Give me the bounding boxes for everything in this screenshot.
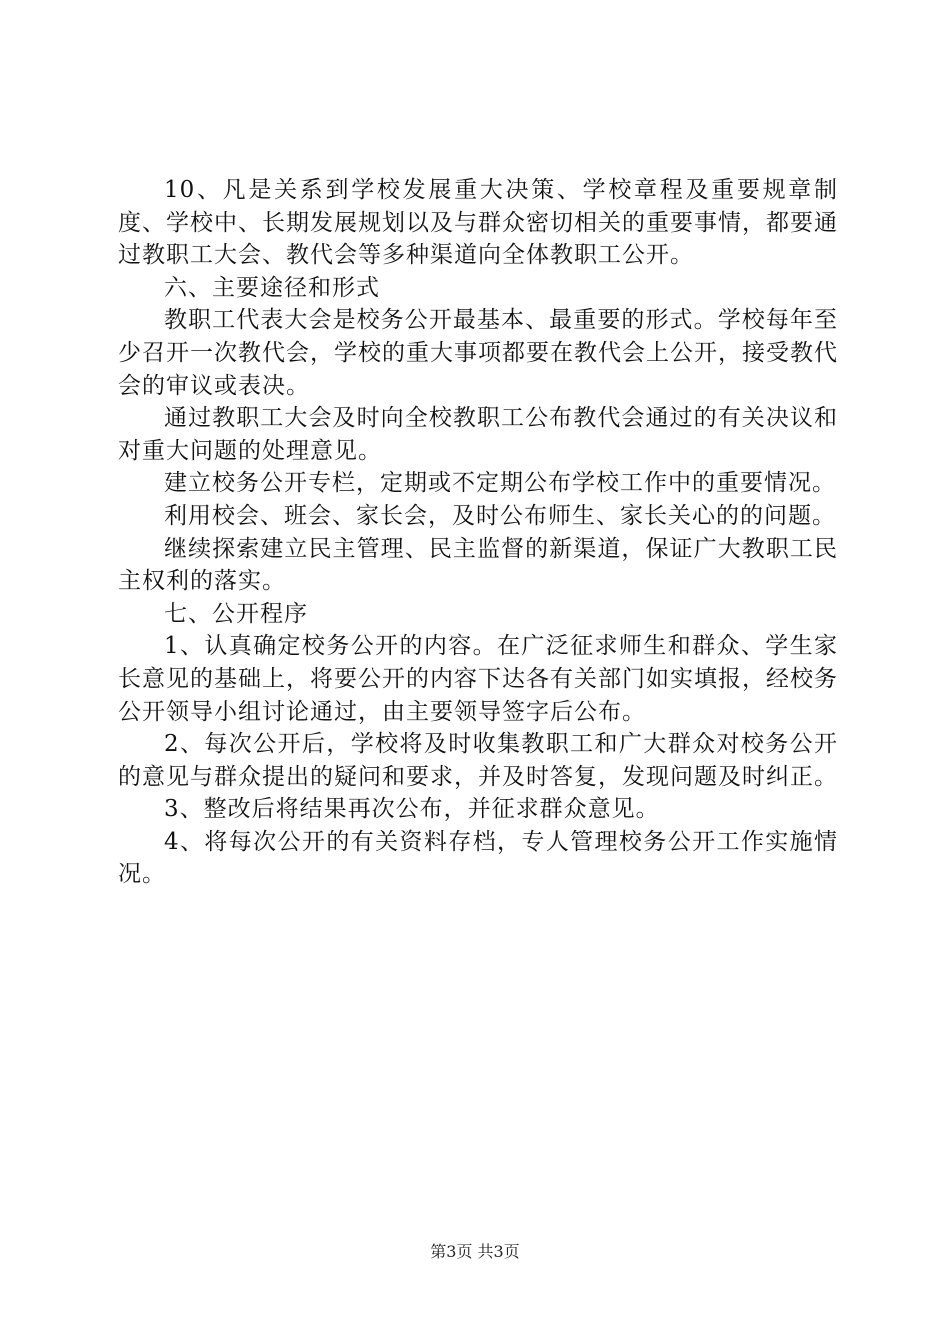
section-heading-six: 六、主要途径和形式 <box>164 274 380 301</box>
paragraph-meetings: 利用校会、班会、家长会，及时公布师生、家长关心的的问题。 <box>164 502 836 529</box>
procedure-step-1: 1、认真确定校务公开的内容。在广泛征求师生和群众、学生家长意见的基础上，将要公开的内容下达各有关部门如实填报，经校务公开领导小组讨论通过，由主要领导签字后公布。 <box>118 633 838 725</box>
procedure-step-4: 4、将每次公开的有关资料存档，专人管理校务公开工作实施情况。 <box>118 828 838 888</box>
document-body <box>118 174 838 891</box>
paragraph-staff-congress: 教职工代表大会是校务公开最基本、最重要的形式。学校每年至少召开一次教代会，学校的重大事项都要在教代会上公开，接受教代会的审议或表决。 <box>118 307 838 399</box>
paragraph-bulletin-column: 建立校务公开专栏，定期或不定期公布学校工作中的重要情况。 <box>164 470 836 497</box>
section-heading-seven: 七、公开程序 <box>164 600 308 627</box>
page-footer: 第3页 共3页 <box>430 1242 520 1261</box>
procedure-step-3: 3、整改后将结果再次公布，并征求群众意见。 <box>164 796 660 823</box>
paragraph-item-10: 10、凡是关系到学校发展重大决策、学校章程及重要规章制度、学校中、长期发展规划以及与群众密切相关的重要事情，都要通过教职工大会、教代会等多种渠道向全体教职工公开。 <box>118 177 838 269</box>
paragraph-staff-meeting: 通过教职工大会及时向全校教职工公布教代会通过的有关决议和对重大问题的处理意见。 <box>118 405 838 464</box>
paragraph-new-channels: 继续探索建立民主管理、民主监督的新渠道，保证广大教职工民主权利的落实。 <box>118 535 838 595</box>
procedure-step-2: 2、每次公开后，学校将及时收集教职工和广大群众对校务公开的意见与群众提出的疑问和要求，并及时答复，发现问题及时纠正。 <box>118 731 838 790</box>
